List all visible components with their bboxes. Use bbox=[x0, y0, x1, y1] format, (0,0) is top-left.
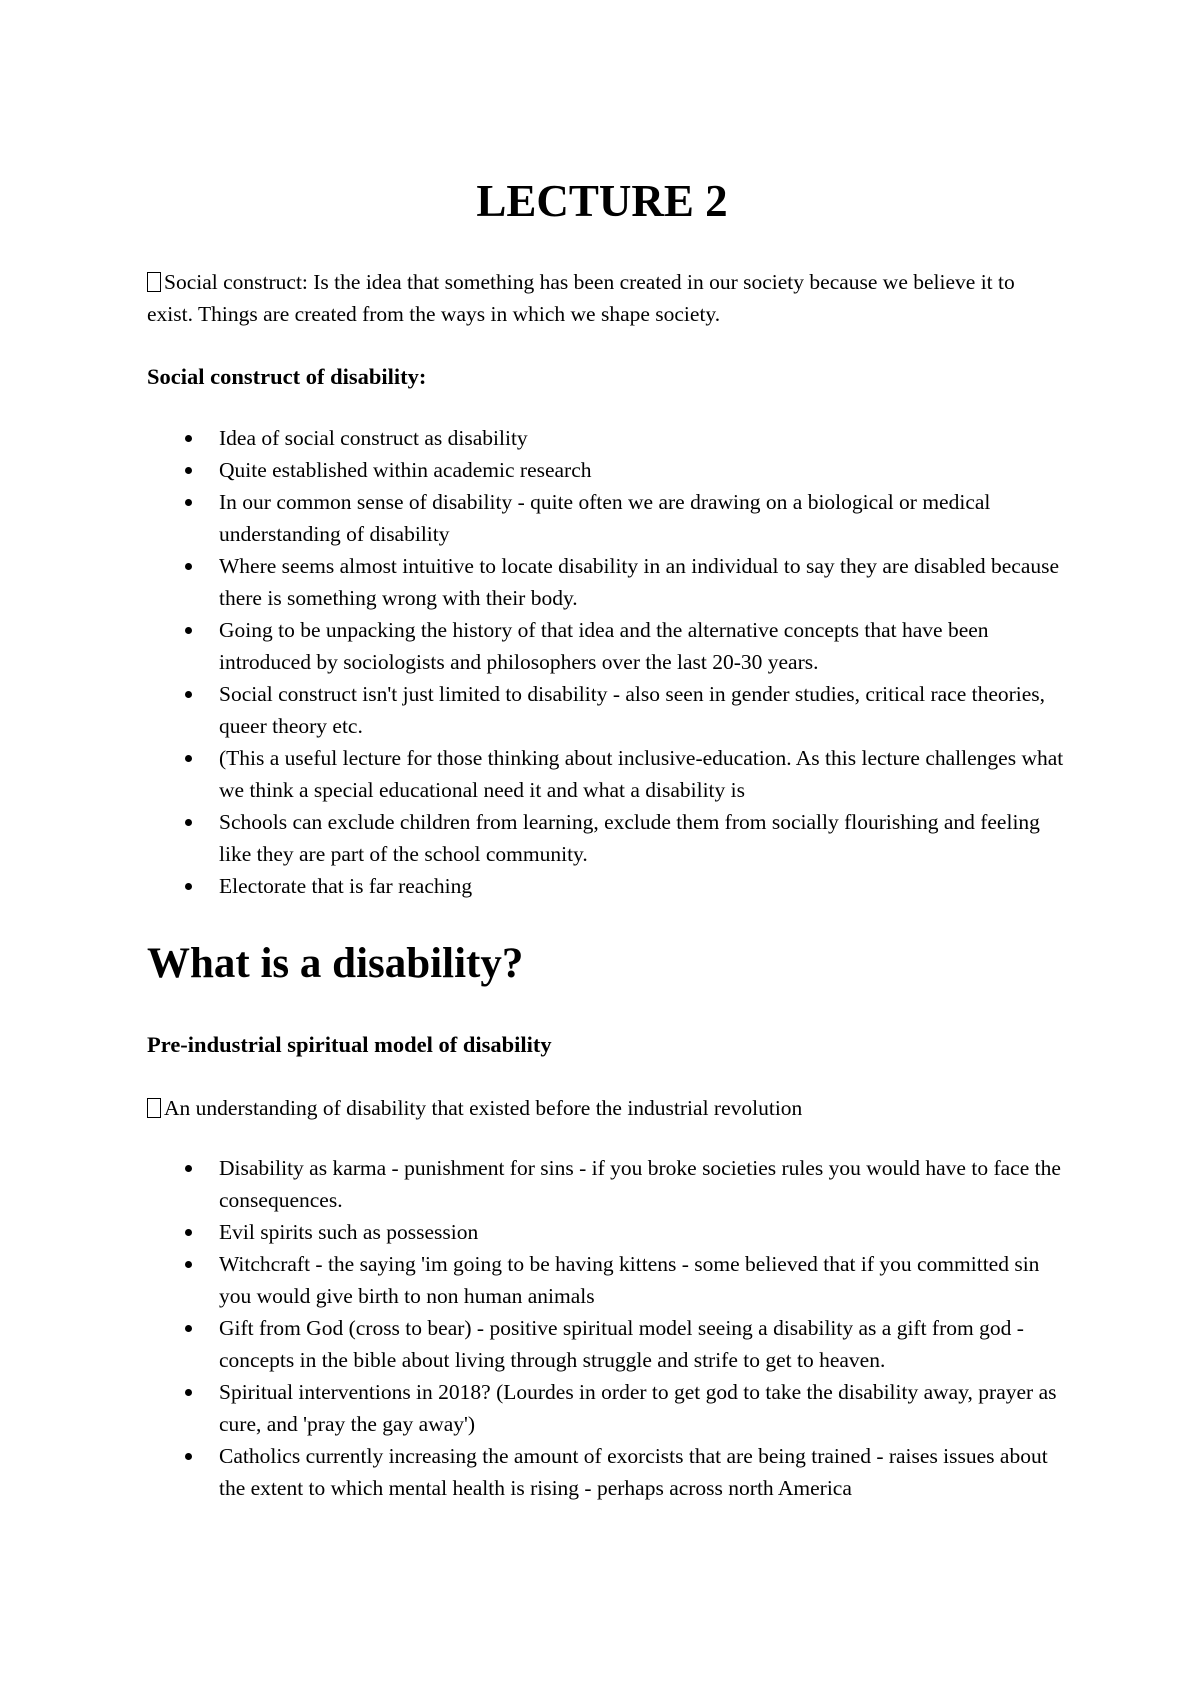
bullet-icon bbox=[185, 883, 192, 890]
bullet-icon bbox=[185, 499, 192, 506]
social-construct-bullet-list bbox=[147, 422, 1067, 902]
lecture-title: LECTURE 2 bbox=[476, 176, 728, 226]
list-item: Evil spirits such as possession bbox=[147, 1216, 1067, 1248]
list-item: Catholics currently increasing the amount of exorcists that are being trained - raises issues about the extent to which mental health is rising - perhaps across north America bbox=[147, 1440, 1067, 1504]
missing-glyph-icon bbox=[147, 272, 161, 292]
bullet-icon bbox=[185, 563, 192, 570]
missing-glyph-icon bbox=[147, 1098, 161, 1118]
list-item: Gift from God (cross to bear) - positive spiritual model seeing a disability as a gift from god - concepts in the bible about living through struggle and strife to get to heaven. bbox=[147, 1312, 1067, 1376]
subheading-pre-industrial-model: Pre-industrial spiritual model of disability bbox=[147, 1032, 552, 1057]
spiritual-model-bullet-list bbox=[147, 1152, 1067, 1504]
list-item: Disability as karma - punishment for sins - if you broke societies rules you would have to face the consequences. bbox=[147, 1152, 1067, 1216]
list-item: Quite established within academic research bbox=[147, 454, 1067, 486]
list-item: Schools can exclude children from learning, exclude them from socially flourishing and feeling like they are part of the school community. bbox=[147, 806, 1067, 870]
bullet-icon bbox=[185, 1389, 192, 1396]
bullet-icon bbox=[185, 1261, 192, 1268]
bullet-icon bbox=[185, 435, 192, 442]
list-item: Going to be unpacking the history of that idea and the alternative concepts that have been introduced by sociologists and philosophers over the last 20-30 years. bbox=[147, 614, 1067, 678]
bullet-icon bbox=[185, 691, 192, 698]
bullet-icon bbox=[185, 819, 192, 826]
list-item: In our common sense of disability - quite often we are drawing on a biological or medical understanding of disability bbox=[147, 486, 1067, 550]
list-item: Witchcraft - the saying 'im going to be having kittens - some believed that if you committed sin you would give birth to non human animals bbox=[147, 1248, 1067, 1312]
section-heading-what-is-disability: What is a disability? bbox=[147, 940, 524, 987]
list-item: (This a useful lecture for those thinking about inclusive-education. As this lecture challenges what we think a special educational need it and what a disability is bbox=[147, 742, 1067, 806]
list-item: Idea of social construct as disability bbox=[147, 422, 1067, 454]
bullet-icon bbox=[185, 1325, 192, 1332]
pre-industrial-intro-text: An understanding of disability that existed before the industrial revolution bbox=[164, 1096, 803, 1120]
bullet-icon bbox=[185, 1453, 192, 1460]
list-item: Spiritual interventions in 2018? (Lourdes in order to get god to take the disability away, prayer as cure, and 'pray the gay away') bbox=[147, 1376, 1067, 1440]
bullet-icon bbox=[185, 1229, 192, 1236]
list-item: Where seems almost intuitive to locate disability in an individual to say they are disabled because there is something wrong with their body. bbox=[147, 550, 1067, 614]
bullet-icon bbox=[185, 1165, 192, 1172]
bullet-icon bbox=[185, 627, 192, 634]
bullet-icon bbox=[185, 755, 192, 762]
intro-text: Social construct: Is the idea that something has been created in our society because we believe it to exist. Things are created from the ways in which we shape society. bbox=[147, 270, 1015, 326]
bullet-icon bbox=[185, 467, 192, 474]
list-item: Electorate that is far reaching bbox=[147, 870, 1067, 902]
list-item: Social construct isn't just limited to disability - also seen in gender studies, critical race theories, queer theory etc. bbox=[147, 678, 1067, 742]
section-heading-social-construct: Social construct of disability: bbox=[147, 364, 427, 389]
intro-paragraph bbox=[147, 266, 1047, 330]
pre-industrial-intro-paragraph bbox=[147, 1092, 1047, 1124]
